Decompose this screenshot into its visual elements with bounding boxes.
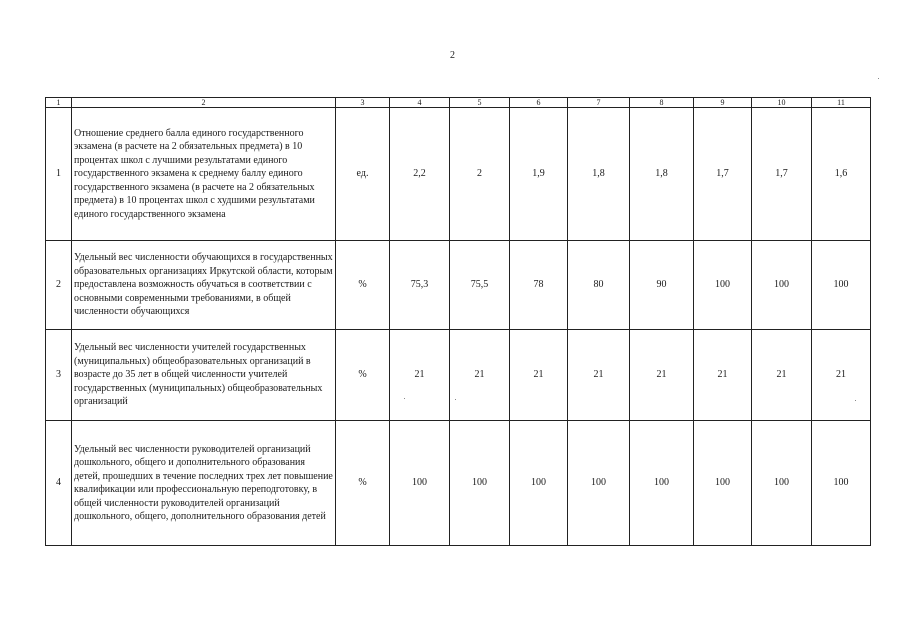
indicator-description: Отношение среднего балла единого государственного экзамена (в расчете на 2 обязательных предмета) в 10 процентах школ с лучшими результатами единого государственного экзамена к среднему баллу единого государственного экзамена (в расчете на 2 обязательных предмета) в 10 процентах школ с худшими результатами единого государственного экзамена — [72, 108, 336, 241]
row-number: 2 — [46, 241, 72, 330]
column-header: 8 — [630, 98, 694, 108]
row-number: 4 — [46, 421, 72, 546]
column-header: 5 — [450, 98, 510, 108]
column-header: 7 — [568, 98, 630, 108]
column-header: 3 — [336, 98, 390, 108]
value-cell: 75,3 — [390, 241, 450, 330]
row-number: 1 — [46, 108, 72, 241]
value-cell: 21 — [630, 330, 694, 421]
value-cell: 1,7 — [752, 108, 812, 241]
value-cell: 21 — [450, 330, 510, 421]
column-header: 1 — [46, 98, 72, 108]
table-header-row — [46, 98, 871, 108]
indicators-table — [45, 97, 871, 546]
indicator-description: Удельный вес численности обучающихся в государственных образовательных организациях Иркутской области, которым предоставлена возможность обучаться в соответствии с основными современными требованиями, в общей численности обучающихся — [72, 241, 336, 330]
indicator-description: Удельный вес численности учителей государственных (муниципальных) общеобразовательных организаций в возрасте до 35 лет в общей численности учителей государственных (муниципальных) общеобразовательных организаций — [72, 330, 336, 421]
value-cell: 100 — [694, 241, 752, 330]
value-cell: 21 — [694, 330, 752, 421]
scan-speck — [455, 399, 456, 400]
value-cell: 21 — [568, 330, 630, 421]
table-row — [46, 330, 871, 421]
value-cell: 100 — [510, 421, 568, 546]
value-cell: 100 — [568, 421, 630, 546]
value-cell: 100 — [694, 421, 752, 546]
column-header: 6 — [510, 98, 568, 108]
value-cell: 21 — [752, 330, 812, 421]
column-header: 11 — [812, 98, 871, 108]
unit-cell: ед. — [336, 108, 390, 241]
scan-speck — [404, 398, 405, 399]
value-cell: 1,6 — [812, 108, 871, 241]
row-number: 3 — [46, 330, 72, 421]
value-cell: 75,5 — [450, 241, 510, 330]
value-cell: 100 — [752, 421, 812, 546]
value-cell: 80 — [568, 241, 630, 330]
column-header: 10 — [752, 98, 812, 108]
value-cell: 1,9 — [510, 108, 568, 241]
value-cell: 100 — [390, 421, 450, 546]
unit-cell: % — [336, 421, 390, 546]
value-cell: 100 — [812, 241, 871, 330]
column-header: 2 — [72, 98, 336, 108]
value-cell: 100 — [812, 421, 871, 546]
table-row — [46, 108, 871, 241]
table-row — [46, 241, 871, 330]
value-cell: 2,2 — [390, 108, 450, 241]
column-header: 4 — [390, 98, 450, 108]
unit-cell: % — [336, 330, 390, 421]
value-cell: 1,8 — [568, 108, 630, 241]
table-row — [46, 421, 871, 546]
scan-speck — [855, 400, 856, 401]
indicator-description: Удельный вес численности руководителей организаций дошкольного, общего и дополнительного образования детей, прошедших в течение последних трех лет повышение квалификации или профессиональную переподготовку, в общей численности руководителей организаций дошкольного, общего, дополнительного образования детей — [72, 421, 336, 546]
column-header: 9 — [694, 98, 752, 108]
value-cell: 100 — [630, 421, 694, 546]
value-cell: 1,7 — [694, 108, 752, 241]
value-cell: 90 — [630, 241, 694, 330]
value-cell: 1,8 — [630, 108, 694, 241]
unit-cell: % — [336, 241, 390, 330]
value-cell: 21 — [510, 330, 568, 421]
scan-speck — [878, 78, 879, 79]
value-cell: 21 — [390, 330, 450, 421]
value-cell: 21 — [812, 330, 871, 421]
value-cell: 78 — [510, 241, 568, 330]
page-number: 2 — [450, 50, 455, 61]
value-cell: 100 — [752, 241, 812, 330]
value-cell: 2 — [450, 108, 510, 241]
value-cell: 100 — [450, 421, 510, 546]
